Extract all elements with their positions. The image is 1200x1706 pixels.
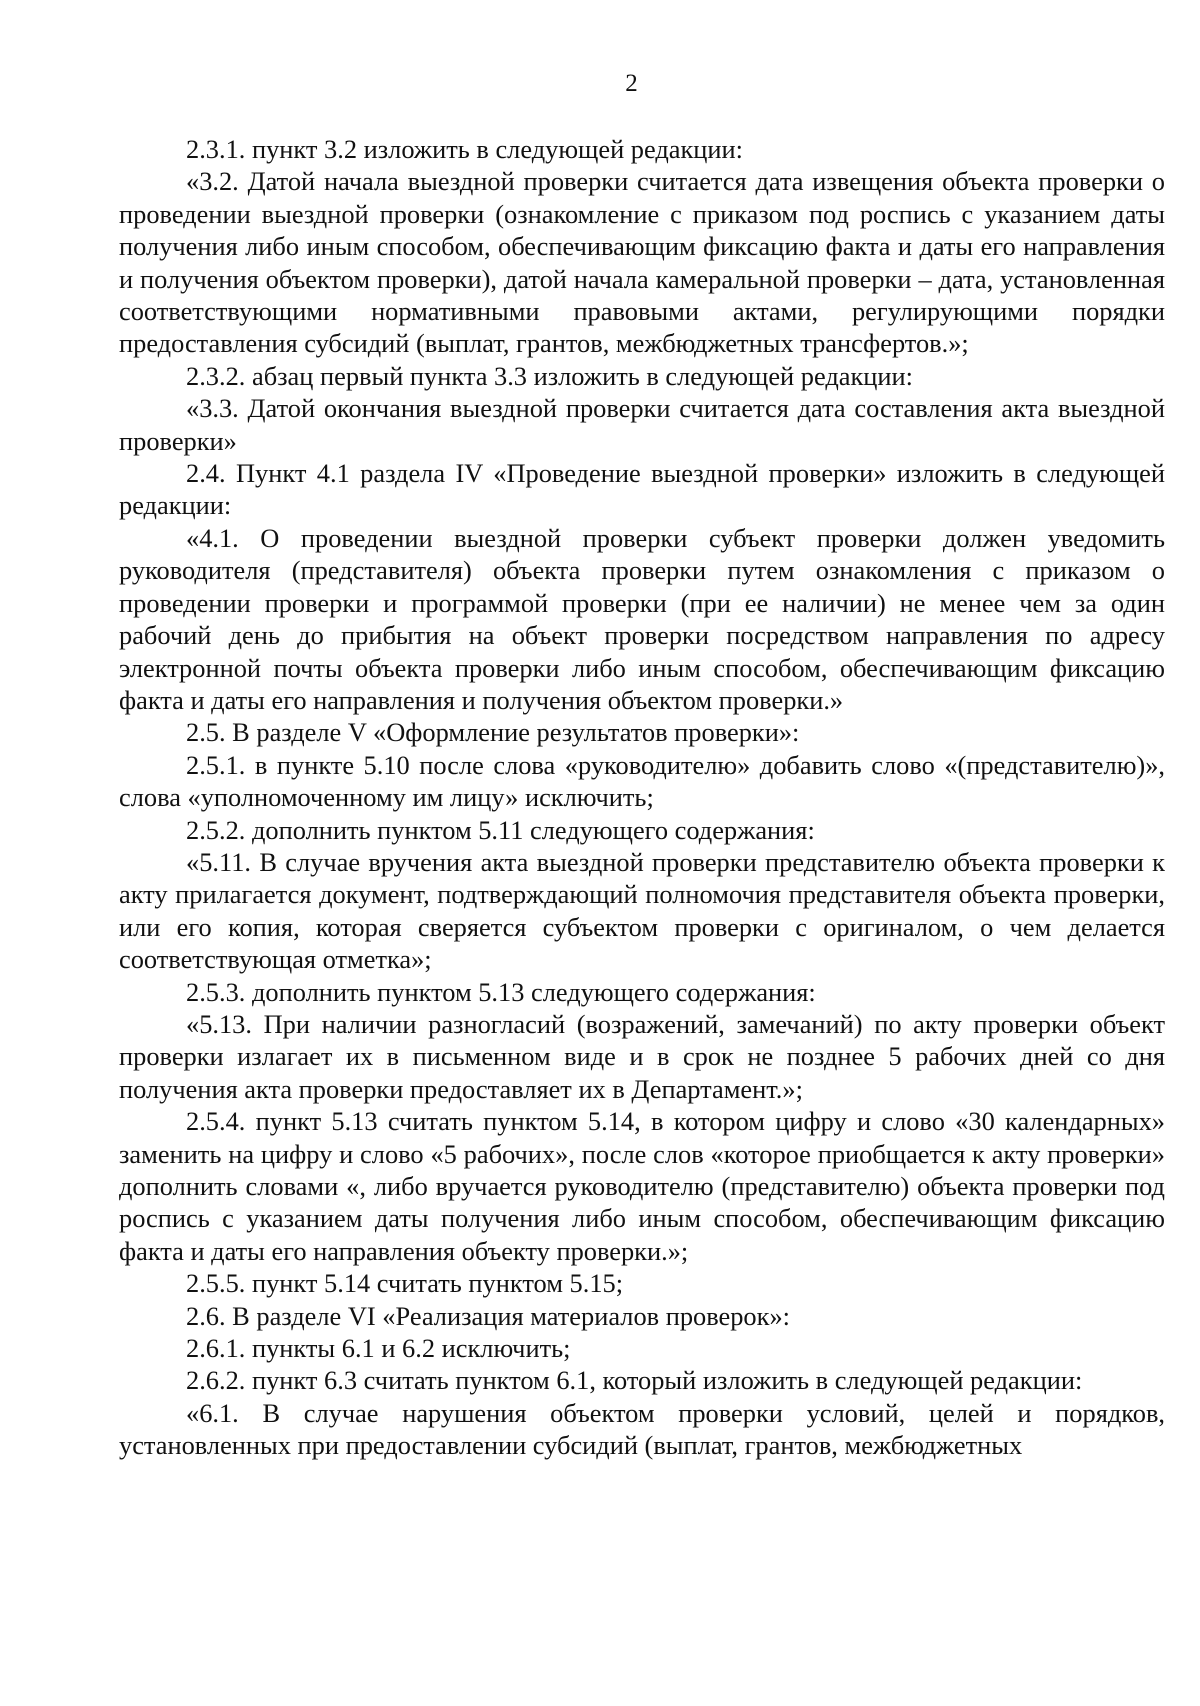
paragraph-quote-6-1: «6.1. В случае нарушения объектом проверки условий, целей и порядков, установленных при предоставлении субсидий (выплат, грантов, межбюджетных <box>119 1397 1165 1461</box>
paragraph-quote-3-2: «3.2. Датой начала выездной проверки считается дата извещения объекта проверки о проведении выездной проверки (ознакомление с приказом под роспись с указанием даты получения либо иным способом, обеспечивающим фиксацию факта и даты его направления и получения объектом проверки), датой начала камеральной проверки – дата, установленная соответствующими нормативными правовыми актами, регулирующими порядки предоставления субсидий (выплат, грантов, межбюджетных трансфертов.»; <box>119 166 1165 359</box>
paragraph-2-5: 2.5. В разделе V «Оформление результатов проверки»: <box>186 717 800 748</box>
paragraph-2-3-1: 2.3.1. пункт 3.2 изложить в следующей редакции: <box>186 134 744 164</box>
document-body <box>119 133 1165 1462</box>
paragraph-2-6-1: 2.6.1. пункты 6.1 и 6.2 исключить; <box>186 1333 571 1364</box>
paragraph-quote-5-13: «5.13. При наличии разногласий (возражений, замечаний) по акту проверки объект проверки излагает их в письменном виде и в срок не позднее 5 рабочих дней со дня получения акта проверки предоставляет их в Департамент.»; <box>119 1008 1165 1104</box>
paragraph-2-5-2: 2.5.2. дополнить пунктом 5.11 следующего содержания: <box>186 814 815 845</box>
paragraph-2-4: 2.4. Пункт 4.1 раздела IV «Проведение выездной проверки» изложить в следующей редакции: <box>119 458 1165 521</box>
paragraph-quote-4-1: «4.1. О проведении выездной проверки субъект проверки должен уведомить руководителя (представителя) объекта проверки путем ознакомления с приказом о проведении проверки и программой проверки (при ее наличии) не менее чем за один рабочий день до прибытия на объект проверки посредством направления по адресу электронной почты объекта проверки либо иным способом, обеспечивающим фиксацию факта и даты его направления и получения объектом проверки.» <box>119 522 1165 715</box>
paragraph-2-5-5: 2.5.5. пункт 5.14 считать пунктом 5.15; <box>186 1268 624 1299</box>
paragraph-quote-5-11: «5.11. В случае вручения акта выездной проверки представителю объекта проверки к акту прилагается документ, подтверждающий полномочия представителя объекта проверки, или его копия, которая сверяется субъектом проверки с оригиналом, о чем делается соответствующая отметка»; <box>119 846 1165 975</box>
paragraph-quote-3-3: «3.3. Датой окончания выездной проверки считается дата составления акта выездной проверки» <box>119 393 1165 456</box>
paragraph-2-5-4: 2.5.4. пункт 5.13 считать пунктом 5.14, в котором цифру и слово «30 календарных» заменить на цифру и слово «5 рабочих», после слов «которое приобщается к акту проверки» дополнить словами «, либо вручается руководителю (представителю) объекта проверки под роспись с указанием даты получения либо иным способом, обеспечивающим фиксацию факта и даты его направления объекту проверки.»; <box>119 1106 1165 1266</box>
paragraph-2-6-2: 2.6.2. пункт 6.3 считать пунктом 6.1, который изложить в следующей редакции: <box>186 1365 1083 1396</box>
paragraph-2-3-2: 2.3.2. абзац первый пункта 3.3 изложить в следующей редакции: <box>186 360 913 391</box>
paragraph-2-5-1: 2.5.1. в пункте 5.10 после слова «руководителю» добавить слово «(представителю)», слова «уполномоченному им лицу» исключить; <box>119 749 1165 813</box>
page-number: 2 <box>625 70 638 97</box>
paragraph-2-5-3: 2.5.3. дополнить пунктом 5.13 следующего содержания: <box>186 976 816 1007</box>
paragraph-2-6: 2.6. В разделе VI «Реализация материалов проверок»: <box>186 1300 790 1331</box>
